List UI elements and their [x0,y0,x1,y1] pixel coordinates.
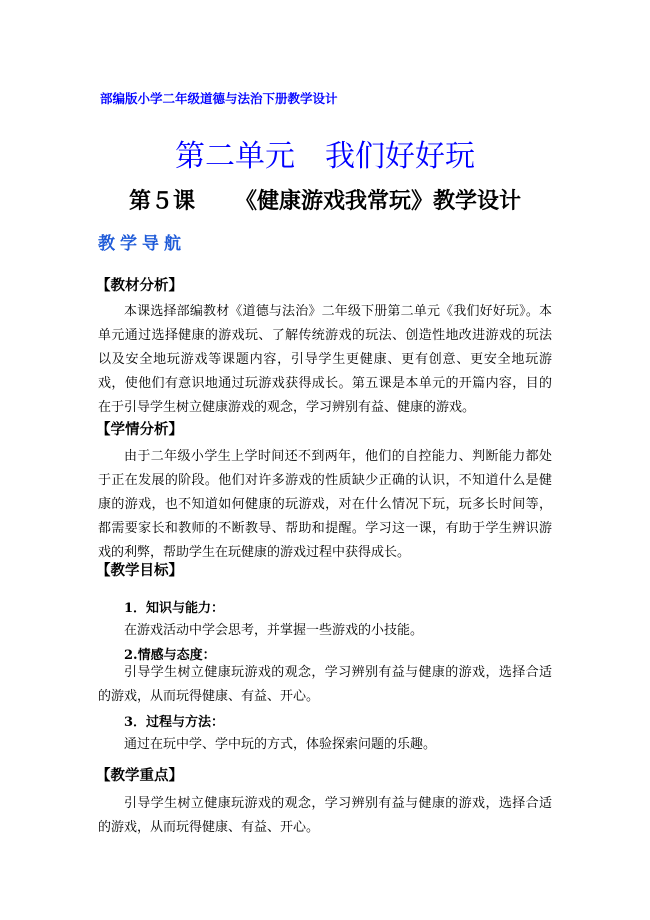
goal-2-label: 2.情感与态度： [124,648,216,663]
goal-1-label: 1．知识与能力： [124,601,225,616]
lesson-number: 第５课 [128,188,195,214]
teaching-goals-heading: 【教学目标】 [96,563,183,579]
unit-title: 第二单元 我们好好玩 [175,139,475,174]
lesson-name: 《健康游戏我常玩》教学设计 [235,188,522,214]
textbook-analysis-heading: 【教材分析】 [96,278,183,294]
student-analysis-text: 由于二年级小学生上学时间还不到两年，他们的自控能力、判断能力都处于正在发展的阶段。他们对许多游戏的性质缺少正确的认识，不知道什么是健康的游戏，也不知道如何健康的玩游戏，对在什么情况下玩，玩多长时间等，都需要家长和教师的不断教导、帮助和提醒。学习这一课，有助于学生辨识游戏的利弊，帮助学生在玩健康的游戏过程中获得成长。 [98,449,552,560]
goal-2-text: 引导学生树立健康玩游戏的观念，学习辨别有益与健康的游戏，选择合适的游戏，从而玩得健康、有益、开心。 [98,665,552,704]
goal-3-text: 通过在玩中学、学中玩的方式，体验探索问题的乐趣。 [124,737,437,752]
goal-1-text: 在游戏活动中学会思考，并掌握一些游戏的小技能。 [124,623,424,638]
teaching-navigation-title: 教学导航 [98,234,186,254]
header-note: 部编版小学二年级道德与法治下册教学设计 [100,91,338,106]
key-points-heading: 【教学重点】 [96,768,183,784]
lesson-title [0,184,650,215]
goal-3-label: 3．过程与方法： [124,715,225,730]
key-points-text: 引导学生树立健康玩游戏的观念，学习辨别有益与健康的游戏，选择合适的游戏，从而玩得健康、有益、开心。 [98,796,552,835]
textbook-analysis-text: 本课选择部编教材《道德与法治》二年级下册第二单元《我们好好玩》。本单元通过选择健康的游戏玩、了解传统游戏的玩法、创造性地改进游戏的玩法以及安全地玩游戏等课题内容，引导学生更健康、更有创意、更安全地玩游戏，使他们有意识地通过玩游戏获得成长。第五课是本单元的开篇内容，目的在于引导学生树立健康游戏的观念，学习辨别有益、健康的游戏。 [98,304,552,415]
student-analysis-heading: 【学情分析】 [96,422,183,438]
